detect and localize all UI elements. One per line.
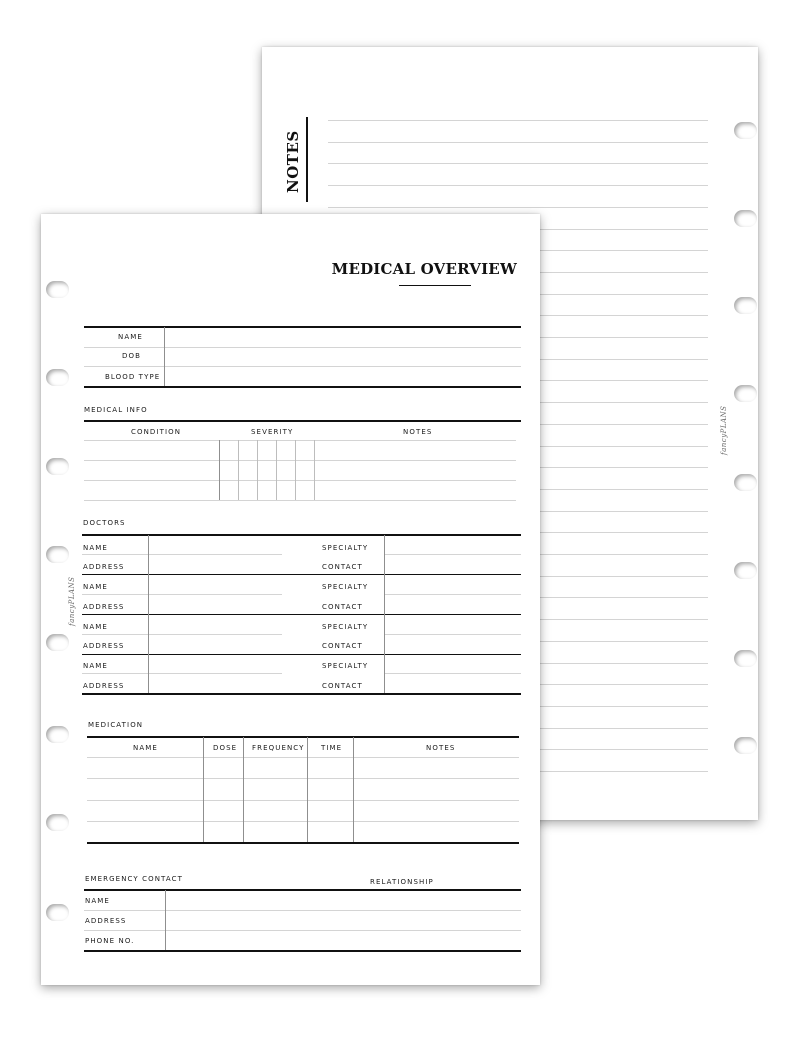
notes-title: NOTES (284, 130, 302, 193)
emergency-name-label: NAME (85, 897, 110, 905)
doctor-contact-label: CONTACT (322, 563, 363, 571)
med-time-column-header: TIME (321, 744, 343, 752)
dob-label: DOB (122, 352, 142, 360)
page-title: MEDICAL OVERVIEW (331, 260, 517, 278)
binding-hole (46, 281, 69, 298)
doctor-specialty-label: SPECIALTY (322, 662, 369, 670)
medical-overview-page (41, 214, 540, 985)
med-notes-column-header: NOTES (426, 744, 456, 752)
binding-hole (734, 385, 757, 402)
note-line (328, 163, 708, 164)
med-dose-column-header: DOSE (213, 744, 238, 752)
medical-info-heading: MEDICAL INFO (84, 406, 148, 414)
notes-column-header: NOTES (403, 428, 433, 436)
binding-hole (46, 634, 69, 651)
doctor-address-label: ADDRESS (83, 682, 125, 690)
binding-hole (46, 904, 69, 921)
note-line (328, 120, 708, 121)
emergency-address-label: ADDRESS (85, 917, 127, 925)
binding-hole (46, 369, 69, 386)
binding-hole (46, 814, 69, 831)
doctor-address-label: ADDRESS (83, 642, 125, 650)
doctor-contact-label: CONTACT (322, 682, 363, 690)
note-line (328, 207, 708, 208)
doctor-contact-label: CONTACT (322, 642, 363, 650)
doctors-heading: DOCTORS (83, 519, 126, 527)
binding-hole (734, 210, 757, 227)
doctor-name-label: NAME (83, 623, 108, 631)
med-frequency-column-header: FREQUENCY (252, 744, 305, 752)
doctor-address-label: ADDRESS (83, 603, 125, 611)
doctor-specialty-label: SPECIALTY (322, 544, 369, 552)
blood-type-label: BLOOD TYPE (105, 373, 161, 381)
title-underline (399, 285, 471, 286)
relationship-label: RELATIONSHIP (370, 878, 434, 886)
notes-title-rule (306, 117, 308, 202)
note-line (328, 185, 708, 186)
name-label: NAME (118, 333, 143, 341)
brand-logo: fancyPLANS (68, 576, 76, 626)
binding-hole (734, 737, 757, 754)
severity-column-header: SEVERITY (251, 428, 294, 436)
binding-hole (734, 474, 757, 491)
doctor-name-label: NAME (83, 662, 108, 670)
condition-column-header: CONDITION (131, 428, 182, 436)
doctor-name-label: NAME (83, 583, 108, 591)
binding-hole (734, 562, 757, 579)
binding-hole (734, 650, 757, 667)
binding-hole (46, 458, 69, 475)
emergency-phone-label: PHONE NO. (85, 937, 135, 945)
doctor-specialty-label: SPECIALTY (322, 623, 369, 631)
doctor-address-label: ADDRESS (83, 563, 125, 571)
doctor-name-label: NAME (83, 544, 108, 552)
binding-hole (734, 297, 757, 314)
notes-brand-logo: fancyPLANS (720, 405, 728, 455)
medication-heading: MEDICATION (88, 721, 144, 729)
emergency-contact-heading: EMERGENCY CONTACT (85, 875, 183, 883)
binding-hole (734, 122, 757, 139)
doctor-contact-label: CONTACT (322, 603, 363, 611)
doctor-specialty-label: SPECIALTY (322, 583, 369, 591)
binding-hole (46, 726, 69, 743)
binding-hole (46, 546, 69, 563)
med-name-column-header: NAME (133, 744, 158, 752)
note-line (328, 142, 708, 143)
